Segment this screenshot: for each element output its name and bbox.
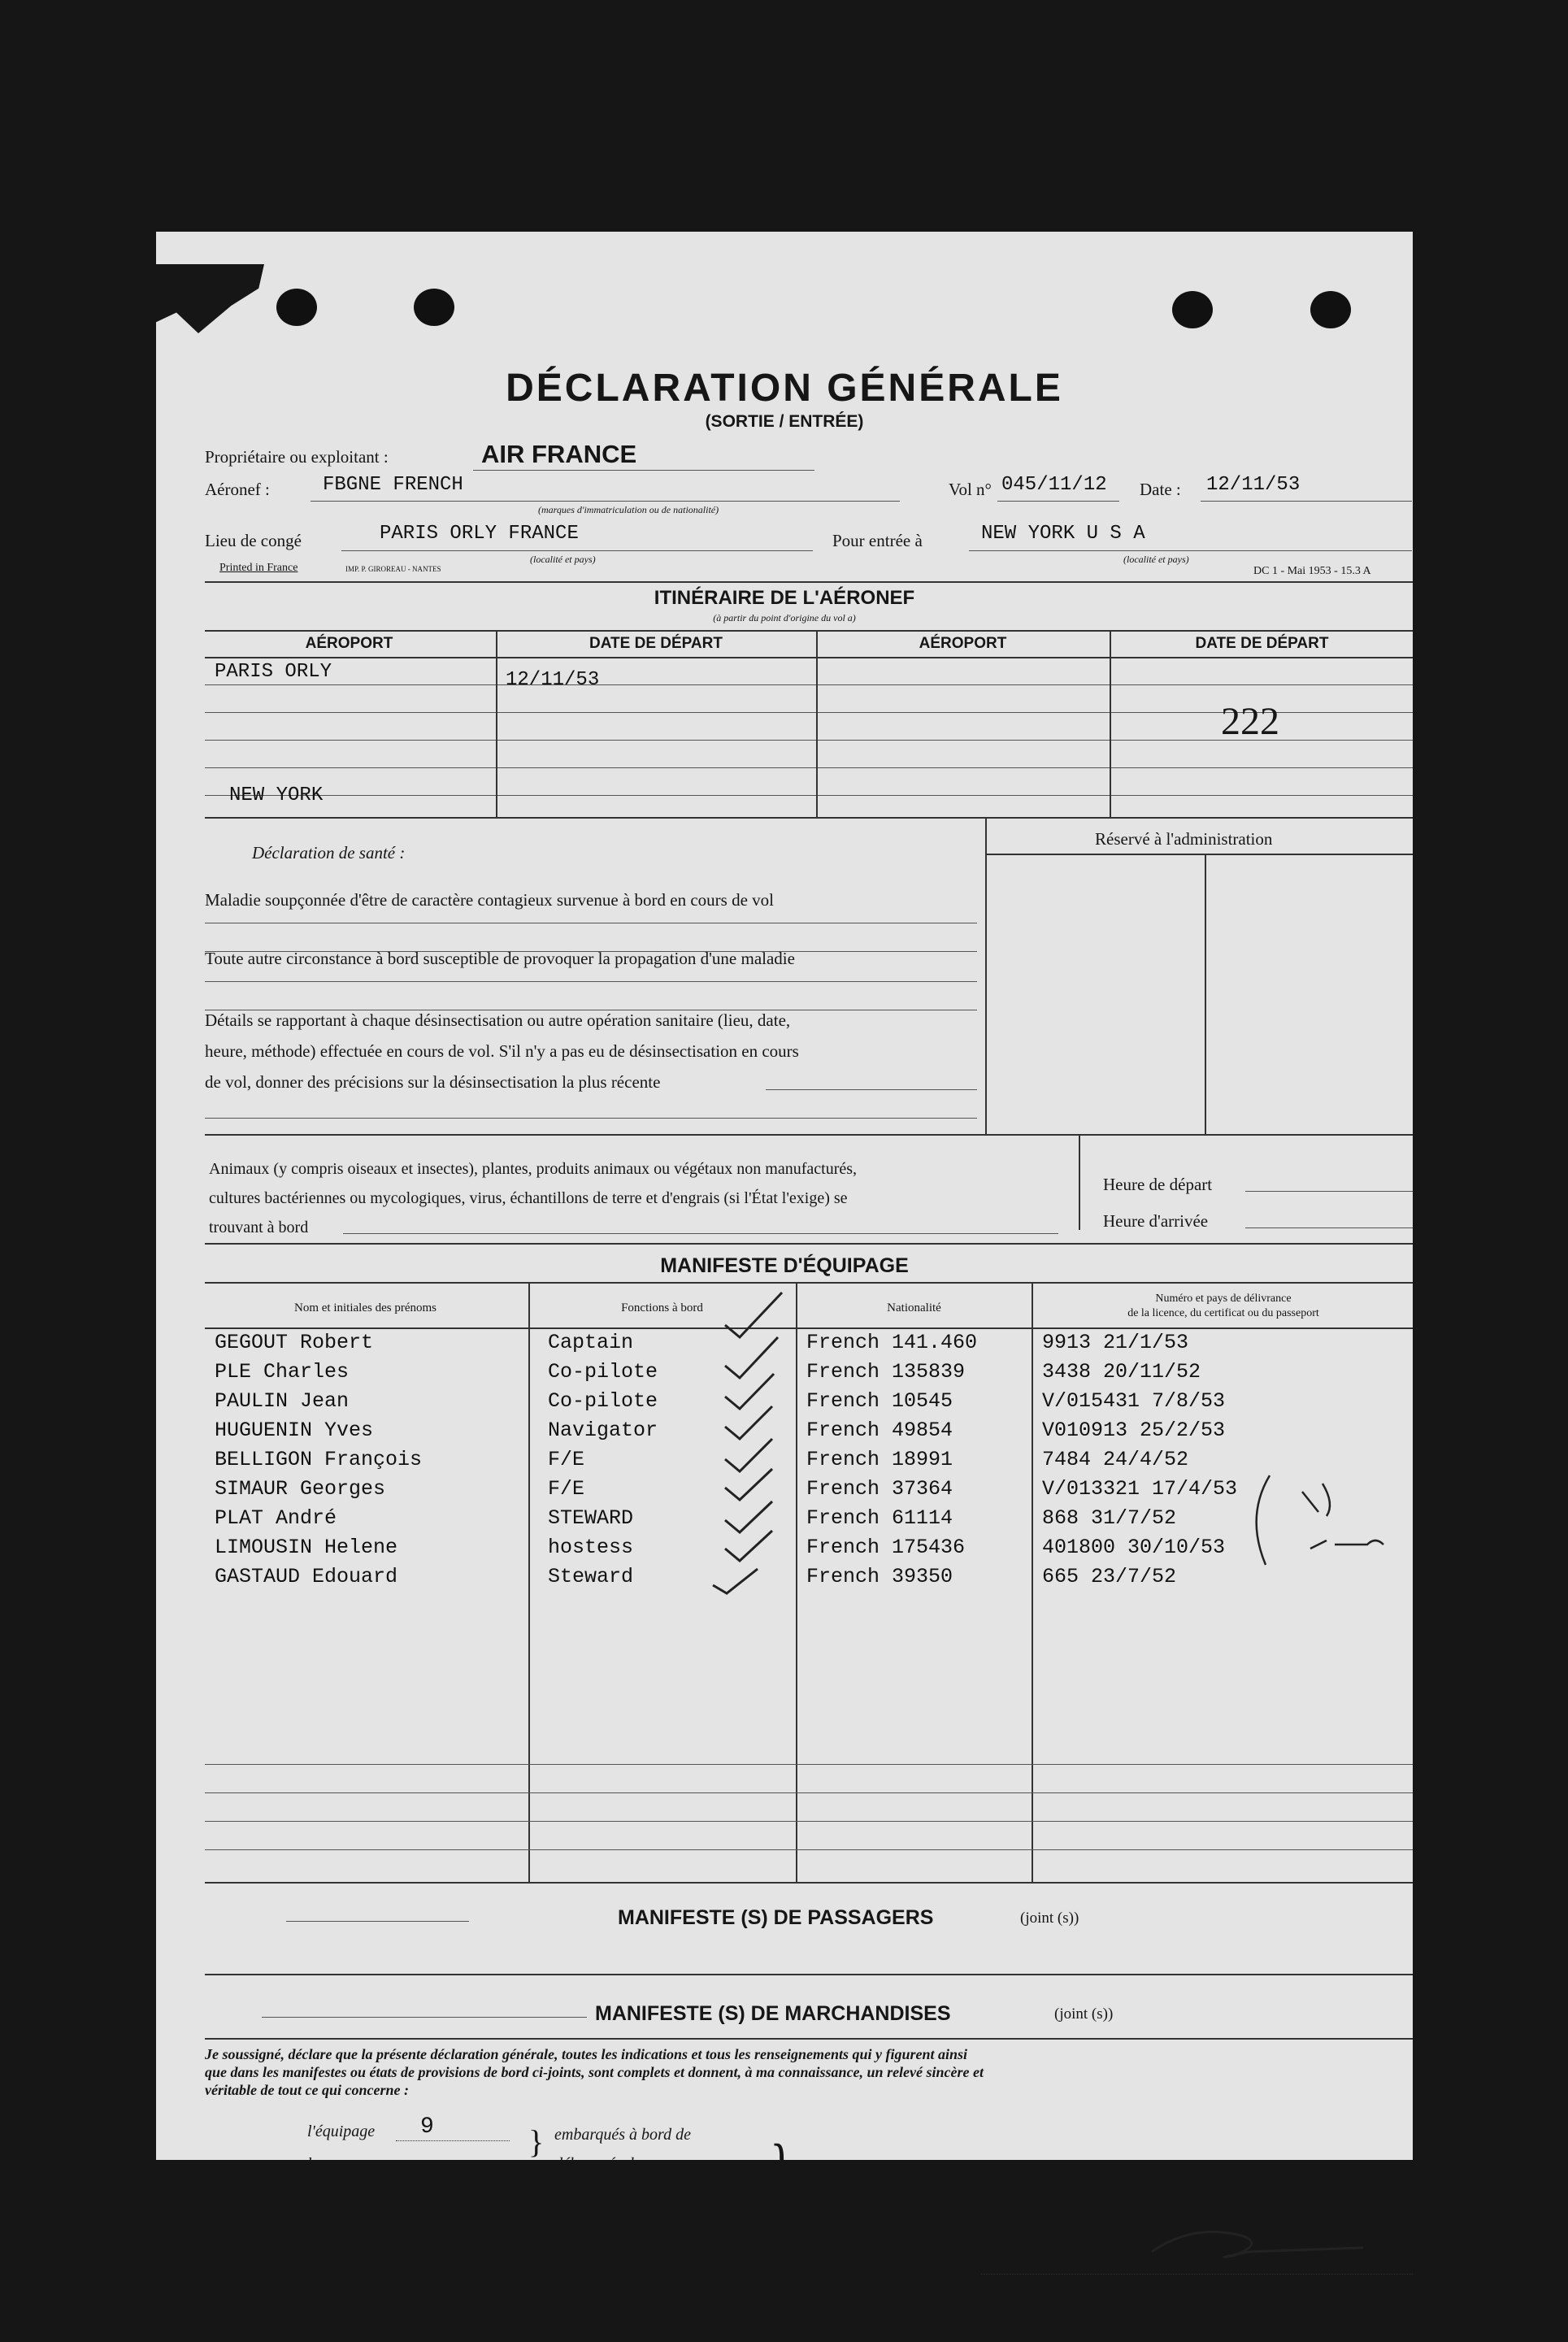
crew-license: V010913 25/2/53	[1042, 1419, 1226, 1442]
crew-nationality: French 61114	[806, 1506, 953, 1530]
passengers-manifest-title: MANIFESTE (S) DE PASSAGERS	[618, 1906, 934, 1929]
loaded-label: chargés à bord de	[554, 2204, 671, 2222]
crew-function: Co-pilote	[548, 1360, 658, 1384]
disembarked-label: débarqués de	[554, 2155, 641, 2173]
health-disinsection-3: de vol, donner des précisions sur la désinsectisation la plus récente	[205, 1072, 661, 1092]
crew-function: STEWARD	[548, 1506, 634, 1530]
crew-name: PLE Charles	[215, 1360, 350, 1384]
crew-count-value: 9	[420, 2114, 434, 2140]
crew-nationality: French 39350	[806, 1565, 953, 1588]
date-label: Date :	[1140, 480, 1181, 499]
crew-function: hostess	[548, 1536, 634, 1559]
punch-hole	[414, 289, 454, 326]
admin-title: Réservé à l'administration	[1095, 829, 1273, 849]
crew-function: Captain	[548, 1331, 634, 1354]
animals-line-1: Animaux (y compris oiseaux et insectes), plantes, produits animaux ou végétaux non manufacturés,	[209, 1160, 858, 1178]
punch-hole	[1310, 291, 1351, 328]
crew-header-nationality: Nationalité	[887, 1301, 941, 1314]
itinerary-destination-airport: NEW YORK	[229, 784, 324, 806]
departure-note: (localité et pays)	[530, 554, 596, 565]
crew-nationality: French 18991	[806, 1448, 953, 1471]
entry-value: NEW YORK U S A	[981, 523, 1145, 545]
crew-count-label: l'équipage	[307, 2123, 376, 2140]
goods-manifest-title: MANIFESTE (S) DE MARCHANDISES	[595, 2002, 951, 2025]
printed-in: Printed in France	[219, 562, 298, 574]
owner-label: Propriétaire ou exploitant :	[205, 447, 389, 467]
passengers-count-label: les passagers	[307, 2155, 395, 2173]
crew-license: 665 23/7/52	[1042, 1565, 1177, 1588]
crew-license: 401800 30/10/53	[1042, 1536, 1226, 1559]
crew-name: SIMAUR Georges	[215, 1477, 386, 1501]
crew-nationality: French 10545	[806, 1389, 953, 1413]
crew-function: Steward	[548, 1565, 634, 1588]
postal-label: les articles postaux	[307, 2236, 433, 2253]
itinerary-header-airport-1: AÉROPORT	[305, 635, 393, 652]
printer-name: IMP. P. GIROREAU - NANTES	[345, 565, 441, 573]
crew-manifest-title: MANIFESTE D'ÉQUIPAGE	[660, 1254, 909, 1277]
form-code: DC 1 - Mai 1953 - 15.3 A	[1253, 565, 1371, 577]
crew-function: F/E	[548, 1477, 585, 1501]
departure-label: Lieu de congé	[205, 531, 302, 550]
crew-name: BELLIGON François	[215, 1448, 423, 1471]
aircraft-note: (marques d'immatriculation ou de nationalité)	[538, 504, 719, 515]
animals-line-3: trouvant à bord	[209, 1219, 309, 1236]
crew-function: Navigator	[548, 1419, 658, 1442]
itinerary-header-date-1: DATE DE DÉPART	[589, 635, 723, 652]
crew-header-name: Nom et initiales des prénoms	[294, 1301, 437, 1314]
stamp-number: 222	[1221, 700, 1279, 743]
goods-joint: (joint (s))	[1054, 2005, 1114, 2023]
flight-value: 045/11/12	[1001, 474, 1107, 496]
crew-header-license-1: Numéro et pays de délivrance	[1155, 1293, 1292, 1305]
punch-hole	[1172, 291, 1213, 328]
embarked-label: embarqués à bord de	[554, 2126, 691, 2144]
declaration-form: DÉCLARATION GÉNÉRALE (SORTIE / ENTRÉE) Propriétaire ou exploitant : AIR FRANCE Aéronef : FBGNE FRENCH (marques d'immatriculation ou de nationalité) Vol n° 045/11/12 Date : 12/11/53 Lieu de congé PARIS ORLY FRANCE (localité et pays) Pour entrée à NEW YORK U S A (localité et pays) Printed in France IMP. P. GIROREAU - NANTES DC 1 - Mai 1953 - 15.3 A ITINÉRAIRE DE L'AÉRONEF (à partir du point d'origine du vol a) AÉROPORT DATE DE DÉPART AÉROPORT DATE DE DÉPART PARIS ORLY 12/11/53 NEW YORK 222 Déclaration de santé : Maladie soupçonnée d'être de caractère contagieux survenue à bord en cours de vol Toute autre circonstance à bord susceptible de provoquer la propagation d'une maladie Détails se rapportant à chaque désinsectisation ou autre opération sanitaire (lieu, date, heure, méthode) effectuée en cours de vol. S'il n'y a pas eu de désinsectisation en cours de vol, donner des précisions sur la désinsectisation la plus récente Réservé à l'administration Animaux (y compris oiseaux et insectes), plantes, produits animaux ou végétaux non manufacturés, cultures bactériennes ou mycologiques, virus, échantillons de terre et d'engrais (si l'État l'exige) se trouvant à bord Heure de départ Heure d'arrivée MANIFESTE D'ÉQUIPAGE Nom et initiales des prénoms Fonctions à bord Nationalité Numéro et pays de délivrance de la licence, du certificat ou du passeport GEGOUT Robert Captain French 141.460 9913 21/1/53 PLE Charles Co-pilote French 135839 3438 20/11/52 PAULIN Jean Co-pilote French 10545 V/015431 7/8/53 HUGUENIN Yves Navigator French 49854 V010913 25/2/53 BELLIGON François F/E French 18991 7484 24/4/52 SIMAUR Georges F/E French 37364 V/013321 17/4/53 PLAT André STEWARD French 61114 868 31/7/52 LIMOUSIN Helene hostess French 175436 401800 30/10/53 GASTAUD Edouard Steward French 39350 665 23/7/52 MANIFESTE (S) DE PASSAGERS (joint (s)) MANIFESTE (S) DE MARCHANDISES (joint (s)) Je soussigné, déclare que la présente déclaration générale, toutes les indications et tous les renseignements qui y figurent ainsi que dans les manifestes ou états de provisions de bord ci-joints, sont complets et donnent, à ma connaissance, un relevé sincère et véritable de tout ce qui concerne : l'équipage 9 les passagers les marchandises les provisions de bord les articles postaux } } embarqués à bord de débarqués de chargés à bord de déchargés de } l'aéronef ci-dessus. SIGNATURE : Pilote commandant de bord ou agent agréé 941 CAO 1775	[156, 232, 1413, 2160]
animals-line-2: cultures bactériennes ou mycologiques, virus, échantillons de terre et d'engrais (si l'État l'exige) se	[209, 1189, 848, 1207]
aircraft-above-label: l'aéronef ci-dessus.	[798, 2179, 923, 2197]
aircraft-value: FBGNE FRENCH	[323, 474, 463, 496]
health-propagation: Toute autre circonstance à bord susceptible de provoquer la propagation d'une maladie	[205, 949, 795, 968]
signatory-label: Pilote commandant de bord ou agent agréé	[1034, 2284, 1293, 2301]
health-contagious: Maladie soupçonnée d'être de caractère contagieux survenue à bord en cours de vol	[205, 890, 774, 910]
itinerary-header-airport-2: AÉROPORT	[919, 635, 1007, 652]
crew-name: GASTAUD Edouard	[215, 1565, 398, 1588]
form-subtitle: (SORTIE / ENTRÉE)	[705, 412, 864, 431]
health-title: Déclaration de santé :	[252, 843, 406, 862]
crew-function: Co-pilote	[548, 1389, 658, 1413]
crew-license: V/013321 17/4/53	[1042, 1477, 1238, 1501]
signature	[1144, 2215, 1379, 2272]
crew-license: 3438 20/11/52	[1042, 1360, 1201, 1384]
footer-code: 941 CAO 1775	[229, 2329, 294, 2341]
declaration-line-1: Je soussigné, déclare que la présente déclaration générale, toutes les indications et tous les renseignements qui y figurent ainsi	[205, 2046, 968, 2062]
crew-header-license-2: de la licence, du certificat ou du passeport	[1127, 1307, 1319, 1319]
crew-function: F/E	[548, 1448, 585, 1471]
health-disinsection-1: Détails se rapportant à chaque désinsectisation ou autre opération sanitaire (lieu, date,	[205, 1010, 791, 1030]
torn-corner	[154, 264, 264, 333]
crew-license: 9913 21/1/53	[1042, 1331, 1189, 1354]
crew-license: 868 31/7/52	[1042, 1506, 1177, 1530]
crew-nationality: French 175436	[806, 1536, 966, 1559]
crew-name: PAULIN Jean	[215, 1389, 350, 1413]
crew-name: GEGOUT Robert	[215, 1331, 374, 1354]
flight-label: Vol n°	[949, 480, 992, 499]
unloaded-label: déchargés de	[554, 2236, 641, 2254]
crew-license: V/015431 7/8/53	[1042, 1389, 1226, 1413]
crew-nationality: French 37364	[806, 1477, 953, 1501]
itinerary-origin-airport: PARIS ORLY	[215, 661, 332, 683]
checkmarks	[709, 1288, 855, 1841]
handwritten-notes	[1245, 1467, 1408, 1581]
crew-nationality: French 135839	[806, 1360, 966, 1384]
entry-label: Pour entrée à	[832, 531, 923, 550]
crew-name: HUGUENIN Yves	[215, 1419, 374, 1442]
itinerary-subtitle: (à partir du point d'origine du vol a)	[713, 612, 856, 624]
punch-hole	[276, 289, 317, 326]
departure-value: PARIS ORLY FRANCE	[380, 523, 579, 545]
aircraft-label: Aéronef :	[205, 480, 270, 499]
goods-label: les marchandises	[307, 2203, 419, 2221]
crew-header-function: Fonctions à bord	[621, 1301, 703, 1314]
declaration-line-2: que dans les manifestes ou états de provisions de bord ci-joints, sont complets et donnent, à ma connaissance, un relevé sincère et	[205, 2064, 984, 2080]
itinerary-origin-date: 12/11/53	[506, 669, 600, 691]
arrival-time-label: Heure d'arrivée	[1103, 1211, 1209, 1231]
departure-time-label: Heure de départ	[1103, 1175, 1213, 1194]
entry-note: (localité et pays)	[1123, 554, 1189, 565]
declaration-line-3: véritable de tout ce qui concerne :	[205, 2082, 409, 2098]
date-value: 12/11/53	[1206, 474, 1301, 496]
crew-nationality: French 141.460	[806, 1331, 978, 1354]
crew-name: PLAT André	[215, 1506, 337, 1530]
crew-nationality: French 49854	[806, 1419, 953, 1442]
health-disinsection-2: heure, méthode) effectuée en cours de vol. S'il n'y a pas eu de désinsectisation en cours	[205, 1041, 799, 1061]
crew-name: LIMOUSIN Helene	[215, 1536, 398, 1559]
signature-label: SIGNATURE :	[859, 2257, 962, 2275]
itinerary-title: ITINÉRAIRE DE L'AÉRONEF	[654, 587, 915, 609]
itinerary-header-date-2: DATE DE DÉPART	[1195, 635, 1329, 652]
provisions-label: les provisions de bord	[307, 2219, 450, 2237]
owner-value: AIR FRANCE	[481, 440, 637, 468]
passengers-joint: (joint (s))	[1020, 1910, 1079, 1927]
crew-license: 7484 24/4/52	[1042, 1448, 1189, 1471]
form-title: DÉCLARATION GÉNÉRALE	[506, 367, 1063, 410]
